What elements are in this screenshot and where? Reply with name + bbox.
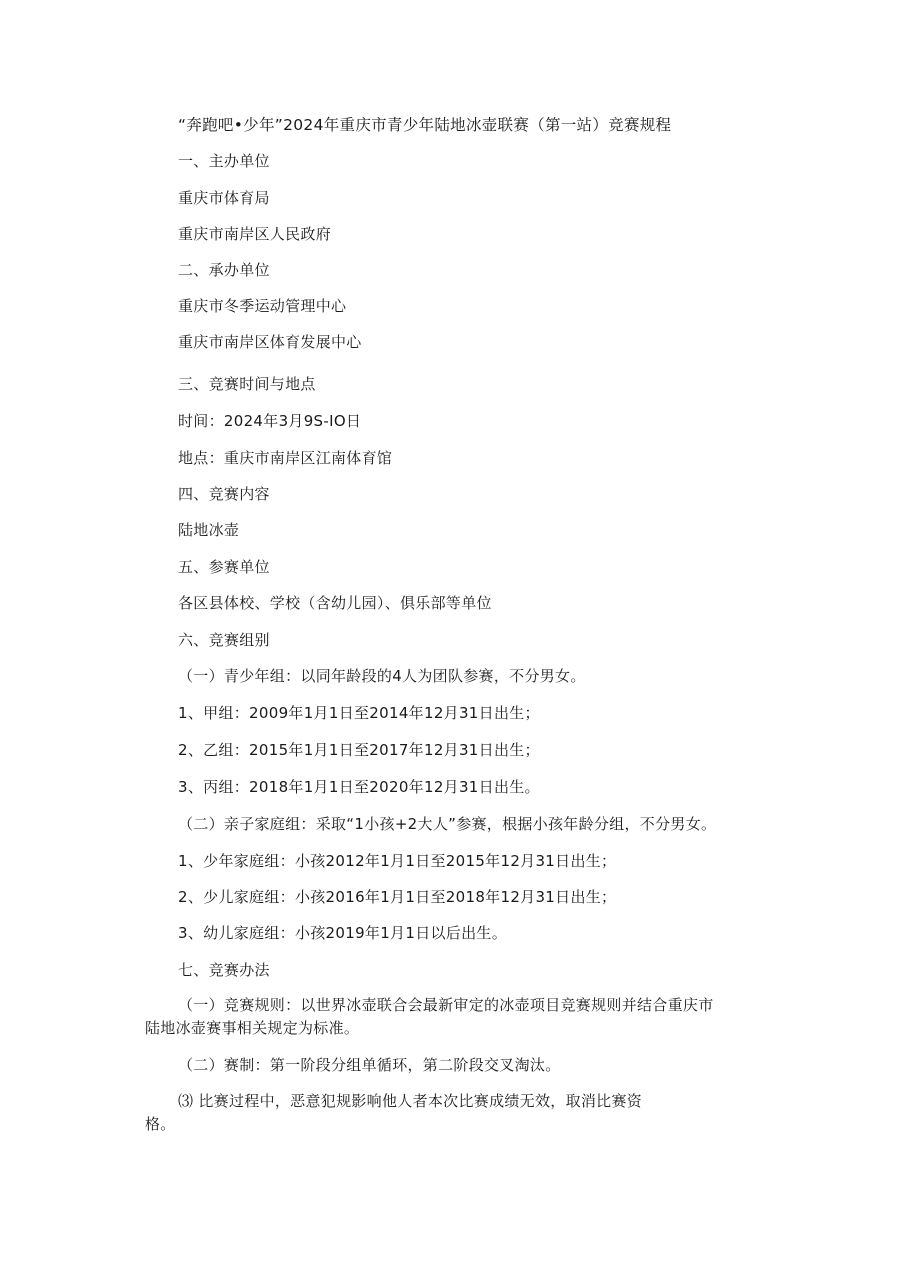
group-family-c: 3、幼儿家庭组：小孩2019年1月1日以后出生。 bbox=[178, 924, 508, 942]
group-youth: （一）青少年组：以同年龄段的4人为团队参赛，不分男女。 bbox=[178, 667, 586, 685]
section-heading-content: 四、竞赛内容 bbox=[178, 485, 270, 503]
method-format: （二）赛制：第一阶段分组单循环，第二阶段交叉淘汰。 bbox=[178, 1056, 561, 1074]
participant-item: 各区县体校、学校（含幼儿园）、俱乐部等单位 bbox=[178, 594, 492, 612]
organizer-item: 重庆市南岸区人民政府 bbox=[178, 225, 332, 243]
competition-place: 地点：重庆市南岸区江南体育馆 bbox=[178, 449, 393, 467]
competition-time: 时间：2024年3月9S-IO日 bbox=[178, 412, 362, 430]
method-rules-line2: 陆地冰壶赛事相关规定为标准。 bbox=[145, 1019, 360, 1037]
group-youth-a: 1、甲组：2009年1月1日至2014年12月31日出生； bbox=[178, 704, 540, 722]
host-item: 重庆市冬季运动管理中心 bbox=[178, 297, 347, 315]
document-title: “奔跑吧•少年”2024年重庆市青少年陆地冰壶联赛（第一站）竞赛规程 bbox=[178, 116, 672, 134]
section-heading-groups: 六、竞赛组别 bbox=[178, 631, 270, 649]
method-foul-line1: ⑶ 比赛过程中，恶意犯规影响他人者本次比赛成绩无效，取消比赛资 bbox=[178, 1092, 643, 1110]
group-family-a: 1、少年家庭组：小孩2012年1月1日至2015年12月31日出生； bbox=[178, 852, 617, 870]
method-foul-line2: 格。 bbox=[145, 1115, 176, 1133]
section-heading-time-place: 三、竞赛时间与地点 bbox=[178, 375, 316, 393]
group-youth-b: 2、乙组：2015年1月1日至2017年12月31日出生； bbox=[178, 741, 540, 759]
section-heading-organizers: 一、主办单位 bbox=[178, 152, 270, 170]
section-heading-participants: 五、参赛单位 bbox=[178, 558, 270, 576]
group-family: （二）亲子家庭组：采取“1小孩+2大人”参赛，根据小孩年龄分组，不分男女。 bbox=[178, 815, 717, 833]
section-heading-methods: 七、竞赛办法 bbox=[178, 961, 270, 979]
section-heading-hosts: 二、承办单位 bbox=[178, 261, 270, 279]
content-item: 陆地冰壶 bbox=[178, 521, 240, 539]
method-rules-line1: （一）竞赛规则：以世界冰壶联合会最新审定的冰壶项目竞赛规则并结合重庆市 bbox=[178, 996, 714, 1014]
group-youth-c: 3、丙组：2018年1月1日至2020年12月31日出生。 bbox=[178, 778, 540, 796]
organizer-item: 重庆市体育局 bbox=[178, 189, 270, 207]
host-item: 重庆市南岸区体育发展中心 bbox=[178, 333, 362, 351]
group-family-b: 2、少儿家庭组：小孩2016年1月1日至2018年12月31日出生； bbox=[178, 888, 617, 906]
